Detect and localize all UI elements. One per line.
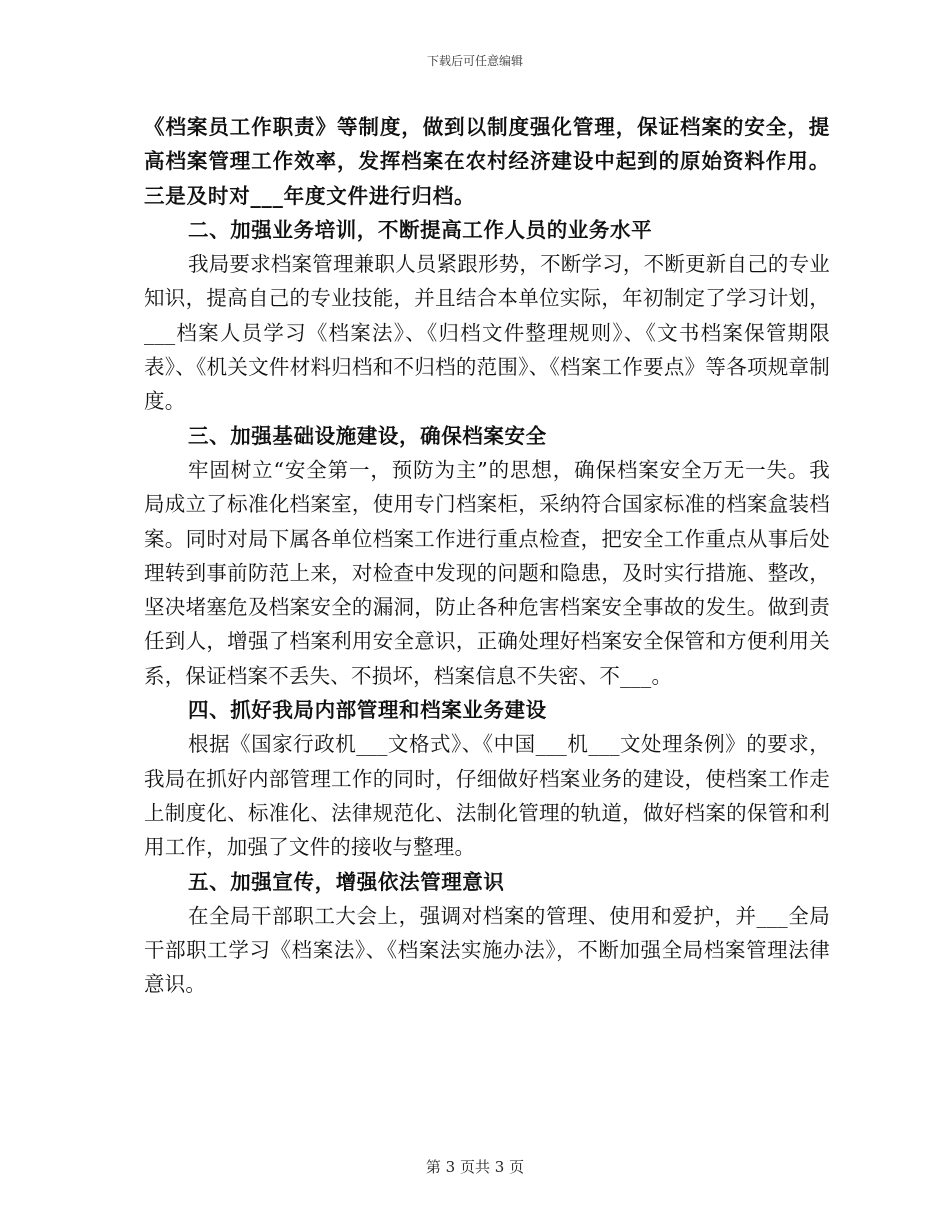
section-paragraph-5: 在全局干部职工大会上，强调对档案的管理、使用和爱护，并___全局干部职工学习《档案法》、《档案法实施办法》，不断加强全局档案管理法律意识。 <box>144 903 830 997</box>
section-heading-2: 二、加强业务培训，不断提高工作人员的业务水平 <box>188 217 653 242</box>
section-heading-5: 五、加强宣传，增强依法管理意识 <box>188 869 505 894</box>
page-header: 下载后可任意编辑 <box>426 54 523 68</box>
section-paragraph-3: 牢固树立“安全第一，预防为主”的思想，确保档案安全万无一失。我局成立了标准化档案室，使用专门档案柜，采纳符合国家标准的档案盒装档案。同时对局下属各单位档案工作进行重点检查，把安全工作重点从事后处理转到事前防范上来，对检查中发现的问题和隐患，及时实行措施、整改，坚决堵塞危及档案安全的漏洞，防止各种危害档案安全事故的发生。做到责任到人，增强了档案利用安全意识，正确处理好档案安全保管和方便利用关系，保证档案不丢失、不损坏，档案信息不失密、不___。 <box>144 457 830 688</box>
section-paragraph-2: 我局要求档案管理兼职人员紧跟形势，不断学习，不断更新自己的专业知识，提高自己的专业技能，并且结合本单位实际，年初制定了学习计划，___档案人员学习《档案法》、《归档文件整理规则》、《文书档案保管期限表》、《机关文件材料归档和不归档的范围》、《档案工作要点》等各项规章制度。 <box>144 252 830 414</box>
intro-paragraph: 《档案员工作职责》等制度，做到以制度强化管理，保证档案的安全，提高档案管理工作效率，发挥档案在农村经济建设中起到的原始资料作用。三是及时对___年度文件进行归档。 <box>144 115 830 208</box>
section-heading-4: 四、抓好我局内部管理和档案业务建设 <box>188 698 547 723</box>
section-paragraph-4: 根据《国家行政机___文格式》、《中国___机___文处理条例》的要求，我局在抓好内部管理工作的同时，仔细做好档案业务的建设，使档案工作走上制度化、标准化、法律规范化、法制化管理的轨道，做好档案的保管和利用工作，加强了文件的接收与整理。 <box>144 732 830 860</box>
page-footer: 第 3 页共 3 页 <box>425 1158 525 1176</box>
section-heading-3: 三、加强基础设施建设，确保档案安全 <box>188 423 547 448</box>
document-body <box>144 110 830 1002</box>
